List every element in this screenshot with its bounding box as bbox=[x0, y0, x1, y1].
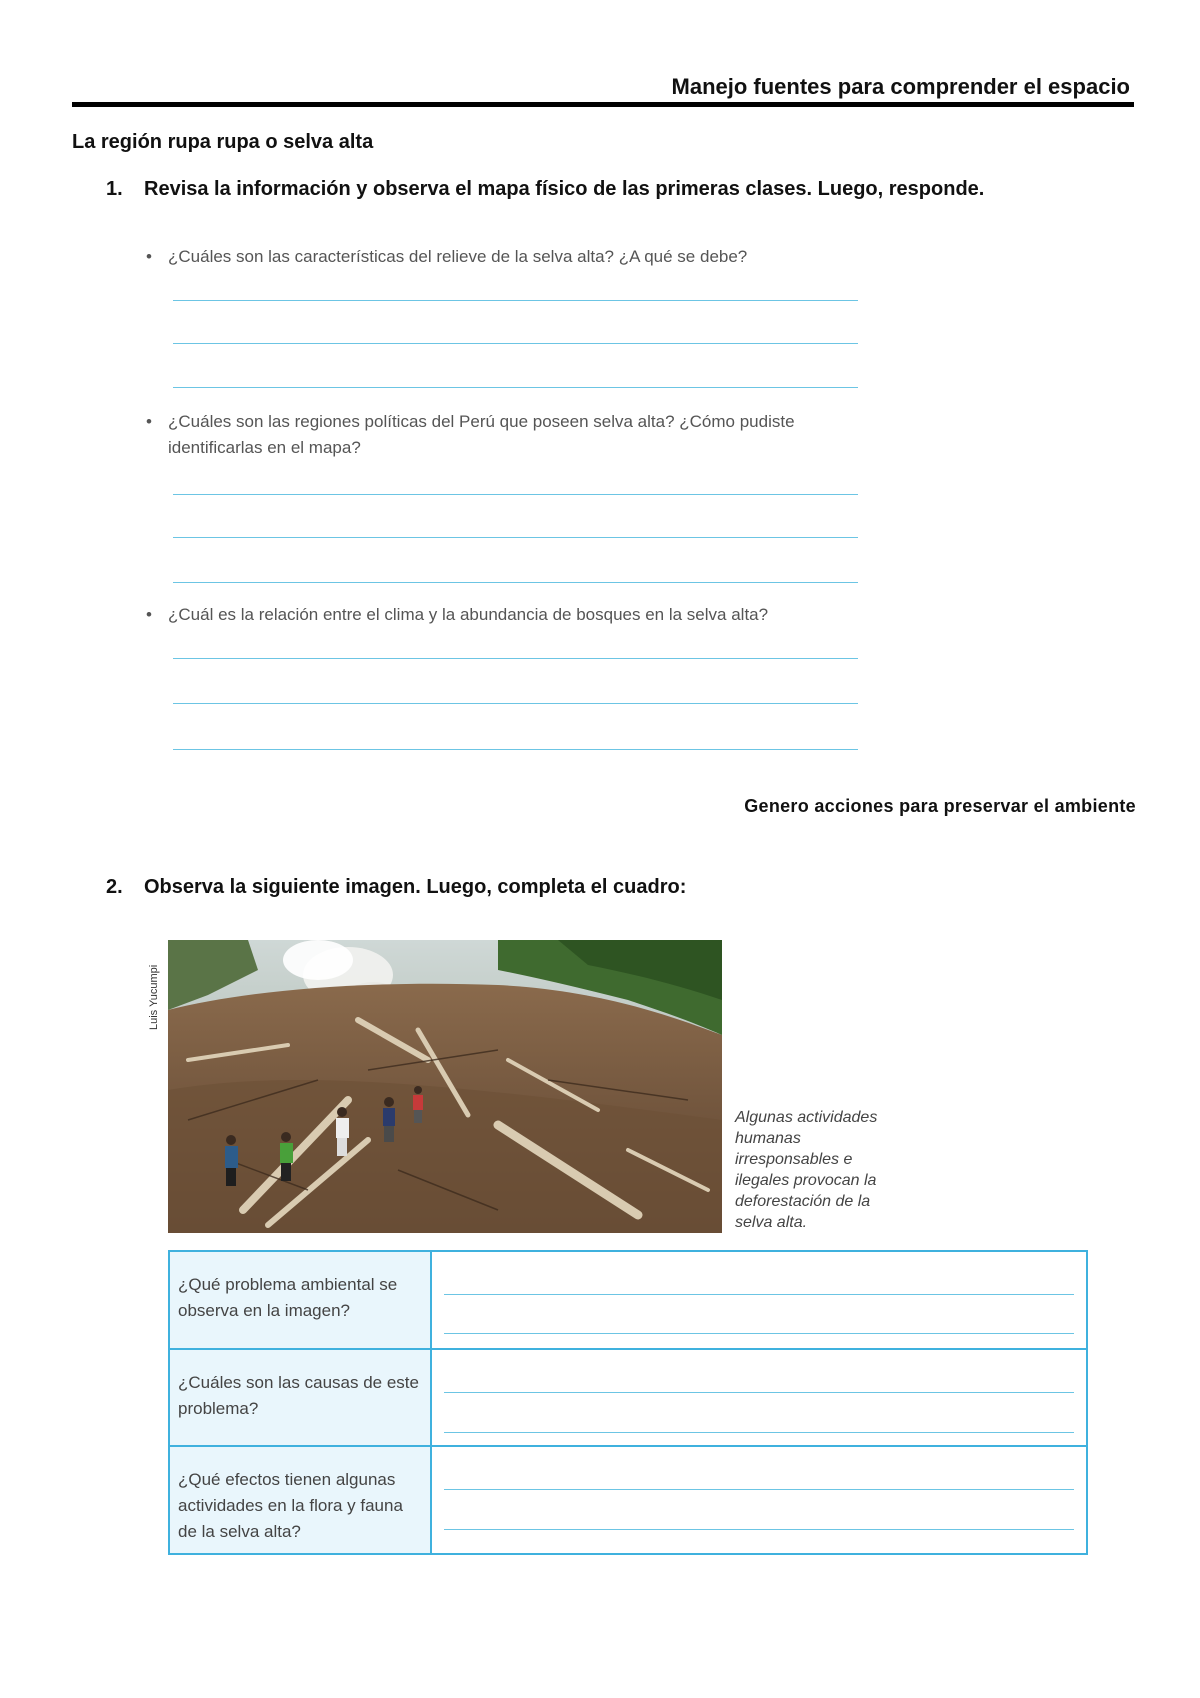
photo-credit: Luis Yucumpi bbox=[148, 964, 160, 1030]
photo-caption: Algunas actividades humanas irresponsables e ilegales provocan la deforestación de la selva alta. bbox=[735, 1109, 878, 1231]
table-row bbox=[169, 1349, 1087, 1446]
bullet-question-2 bbox=[146, 409, 874, 461]
bullet-question-1 bbox=[146, 244, 874, 270]
table-answer-cell[interactable] bbox=[431, 1446, 1087, 1554]
table-question-text: ¿Cuáles son las causas de este problema? bbox=[178, 1373, 419, 1418]
section-title: La región rupa rupa o selva alta bbox=[72, 131, 374, 153]
bullet-dot-icon: • bbox=[146, 247, 152, 266]
table-question-text: ¿Qué problema ambiental se observa en la imagen? bbox=[178, 1275, 398, 1320]
bullet-dot-icon: • bbox=[146, 412, 152, 431]
question-1 bbox=[106, 178, 984, 201]
bullet-text: ¿Cuáles son las características del relieve de la selva alta? ¿A qué se debe? bbox=[168, 247, 748, 266]
answer-line[interactable] bbox=[444, 1489, 1074, 1490]
answer-line[interactable] bbox=[444, 1529, 1074, 1530]
question-text: Observa la siguiente imagen. Luego, completa el cuadro: bbox=[144, 876, 687, 898]
table-question-cell bbox=[169, 1349, 431, 1446]
table-question-cell bbox=[169, 1251, 431, 1349]
table-row bbox=[169, 1251, 1087, 1349]
header-divider bbox=[72, 102, 1134, 107]
question-text: Revisa la información y observa el mapa físico de las primeras clases. Luego, responde. bbox=[144, 178, 985, 200]
answer-line[interactable] bbox=[173, 582, 858, 583]
answer-line[interactable] bbox=[173, 300, 858, 301]
bullet-question-3 bbox=[146, 602, 874, 628]
table-answer-cell[interactable] bbox=[431, 1251, 1087, 1349]
page-header-title: Manejo fuentes para comprender el espacio bbox=[671, 74, 1130, 99]
table-question-cell bbox=[169, 1446, 431, 1554]
bullet-text: ¿Cuáles son las regiones políticas del Perú que poseen selva alta? ¿Cómo pudiste identificarlas en el mapa? bbox=[168, 412, 795, 457]
answer-line[interactable] bbox=[444, 1392, 1074, 1393]
answer-line[interactable] bbox=[444, 1432, 1074, 1433]
question-number: 2. bbox=[106, 876, 123, 898]
answer-line[interactable] bbox=[173, 387, 858, 388]
answer-line[interactable] bbox=[173, 343, 858, 344]
bullet-dot-icon: • bbox=[146, 605, 152, 624]
answer-line[interactable] bbox=[173, 703, 858, 704]
answer-table bbox=[168, 1250, 1088, 1555]
table-question-text: ¿Qué efectos tienen algunas actividades en la flora y fauna de la selva alta? bbox=[178, 1470, 403, 1541]
bullet-text: ¿Cuál es la relación entre el clima y la abundancia de bosques en la selva alta? bbox=[168, 605, 769, 624]
table-answer-cell[interactable] bbox=[431, 1349, 1087, 1446]
answer-line[interactable] bbox=[173, 494, 858, 495]
question-number: 1. bbox=[106, 178, 123, 200]
answer-line[interactable] bbox=[173, 658, 858, 659]
answer-line[interactable] bbox=[173, 537, 858, 538]
answer-line[interactable] bbox=[444, 1294, 1074, 1295]
answer-line[interactable] bbox=[444, 1333, 1074, 1334]
deforestation-photo bbox=[168, 940, 722, 1233]
table-row bbox=[169, 1446, 1087, 1554]
question-2 bbox=[106, 876, 686, 899]
deforestation-photo-image bbox=[168, 940, 722, 1233]
section-2-title: Genero acciones para preservar el ambiente bbox=[744, 796, 1136, 816]
answer-line[interactable] bbox=[173, 749, 858, 750]
